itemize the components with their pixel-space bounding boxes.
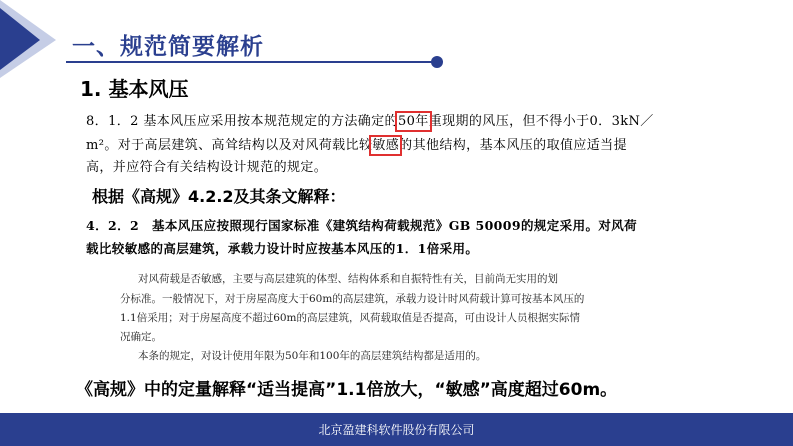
highlight-box-sensitive: 敏感 [372, 138, 400, 153]
header-triangle-decoration [0, 0, 80, 100]
commentary-line-1: 对风荷载是否敏感，主要与高层建筑的体型、结构体系和自振特性有关，目前尚无实用的划 [138, 273, 558, 285]
title-underline [66, 61, 438, 63]
article-line-1: 4．2．2 基本风压应按照现行国家标准《建筑结构荷载规范》GB 50009的规定采用。对风荷 [86, 218, 638, 233]
conclusion-text: 《高规》中的定量解释“适当提高”1.1倍放大，“敏感”高度超过60m。 [76, 380, 618, 400]
commentary-line-5: 本条的规定，对设计使用年限为50年和100年的高层建筑结构都是适用的。 [138, 350, 487, 362]
footer-company-name: 北京盈建科软件股份有限公司 [318, 423, 475, 437]
commentary-line-4: 况确定。 [120, 331, 162, 343]
clause-line-1: 8．1．2 基本风压应采用按本规范规定的方法确定的50年重现期的风压，但不得小于0．3kN／ [86, 114, 654, 129]
commentary-line-2: 分标准。一般情况下，对于房屋高度大于60m的高层建筑，承载力设计时风荷载计算可按基本风压的 [120, 293, 585, 305]
title-underline-dot [431, 56, 443, 68]
slide-title: 一、规范简要解析 [72, 34, 264, 60]
commentary-line-3: 1.1倍采用；对于房屋高度不超过60m的高层建筑，风荷载取值是否提高，可由设计人员根据实际情 [120, 312, 581, 324]
highlight-box-50-years: 50年 [397, 114, 429, 129]
clause-line-3: 高，并应符合有关结构设计规范的规定。 [86, 160, 328, 175]
clause-line-2: m²。对于高层建筑、高耸结构以及对风荷载比较敏感的其他结构，基本风压的取值应适当提 [86, 138, 627, 153]
article-line-2: 载比较敏感的高层建筑，承载力设计时应按基本风压的1．1倍采用。 [86, 241, 479, 256]
subsection-heading: 根据《高规》4.2.2及其条文解释： [92, 187, 346, 206]
section-heading: 1. 基本风压 [80, 77, 189, 101]
